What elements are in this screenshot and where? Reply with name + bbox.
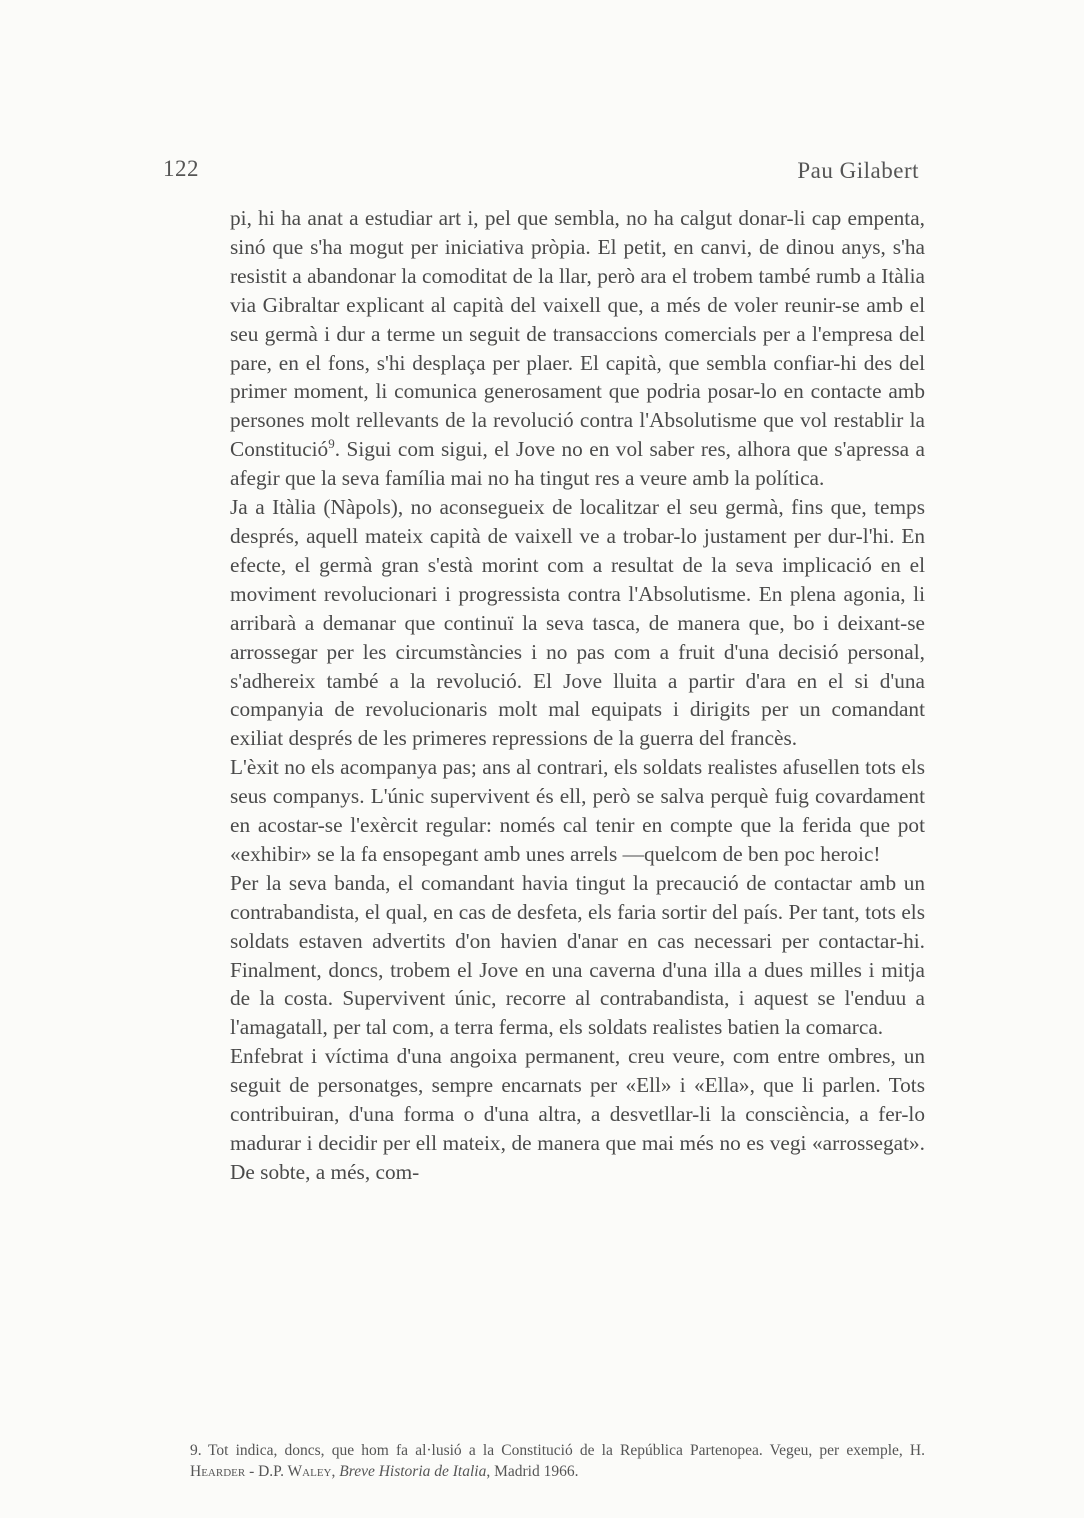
page-number: 122 xyxy=(163,156,199,181)
footnote-text-b: , Madrid 1966. xyxy=(486,1463,579,1480)
body-text xyxy=(230,204,925,1187)
footnote-text-a: Tot indica, doncs, que hom fa al·lusió a la Constitució de la República Partenopea. Vegeu, per exemple, xyxy=(208,1442,910,1459)
footnote-separator: , xyxy=(331,1463,340,1480)
footnote xyxy=(190,1440,925,1482)
paragraph-3: L'èxit no els acompanya pas; ans al contrari, els soldats realistes afusellen tots els seus companys. L'únic supervivent és ell, però se salva perquè fuig covardament en acostar-se l'exèrcit regular: només cal tenir en compte que la ferida que pot «exhibir» se la fa ensopegant amb unes arrels —quelcom de ben poc heroic! xyxy=(230,755,925,866)
paragraph-5: Enfebrat i víctima d'una angoixa permanent, creu veure, com entre ombres, un seguit de personatges, sempre encarnats per «Ell» i «Ella», que li parlen. Tots contribuiran, d'una forma o d'una altra, a desvetllar-li la consciència, a fer-lo madurar i decidir per ell mateix, de manera que mai més no es vegi «arrossegat». De sobte, a més, com- xyxy=(230,1044,925,1184)
paragraph-4: Per la seva banda, el comandant havia tingut la precaució de contactar amb un contrabandista, el qual, en cas de desfeta, els faria sortir del país. Per tant, tots els soldats estaven advertits d'on havien d'anar en cas necessari per contactar-hi. Finalment, doncs, trobem el Jove en una caverna d'una illa a dues milles i mitja de la costa. Supervivent únic, recorre al contrabandista, i aquest se l'enduu a l'amagatall, per tal com, a terra ferma, els soldats realistes batien la comarca. xyxy=(230,870,925,1040)
paragraph-1 xyxy=(230,204,925,493)
paragraph-1-text-b: . Sigui com sigui, el Jove no en vol saber res, alhora que s'apressa a afegir que la seva família mai no ha tingut res a veure amb la política. xyxy=(230,437,925,491)
footnote-number: 9. xyxy=(190,1442,202,1459)
footnote-reference: 9 xyxy=(328,436,335,452)
footnote-book-title: Breve Historia de Italia xyxy=(339,1463,487,1480)
running-head-author: Pau Gilabert xyxy=(797,158,919,183)
footnote-authors: H. Hearder - D.P. Waley xyxy=(190,1442,925,1480)
paragraph-2: Ja a Itàlia (Nàpols), no aconsegueix de localitzar el seu germà, fins que, temps després, aquell mateix capità de vaixell ve a trobar-lo justament per dur-l'hi. En efecte, el germà gran s'està morint com a resultat de la seva implicació en el moviment revolucionari i progressista contra l'Absolutisme. En plena agonia, li arribarà a demanar que continuï la seva tasca, de manera que, bo i deixant-se arrossegar per les circumstàncies i no pas com a fruit d'una decisió personal, s'adhereix també a la revolució. El Jove lluita a partir d'ara en el si d'una companyia de revolucionaris molt mal equipats i dirigits per un comandant exiliat després de les primeres repressions de la guerra del francès. xyxy=(230,495,925,751)
paragraph-1-text-a: pi, hi ha anat a estudiar art i, pel que sembla, no ha calgut donar-li cap empenta, sinó que s'ha mogut per iniciativa pròpia. El petit, en canvi, de dinou anys, s'ha resistit a abandonar la comoditat de la llar, però ara el trobem també rumb a Itàlia via Gibraltar explicant al capità del vaixell que, a més de voler reunir-se amb el seu germà i dur a terme un seguit de transaccions comercials per a l'empresa del pare, en el fons, s'hi desplaça per plaer. El capità, que sembla confiar-hi des del primer moment, li comunica generosament que podria posar-lo en contacte amb persones molt rellevants de la revolució contra l'Absolutisme que vol restablir la Constitució xyxy=(230,206,925,462)
